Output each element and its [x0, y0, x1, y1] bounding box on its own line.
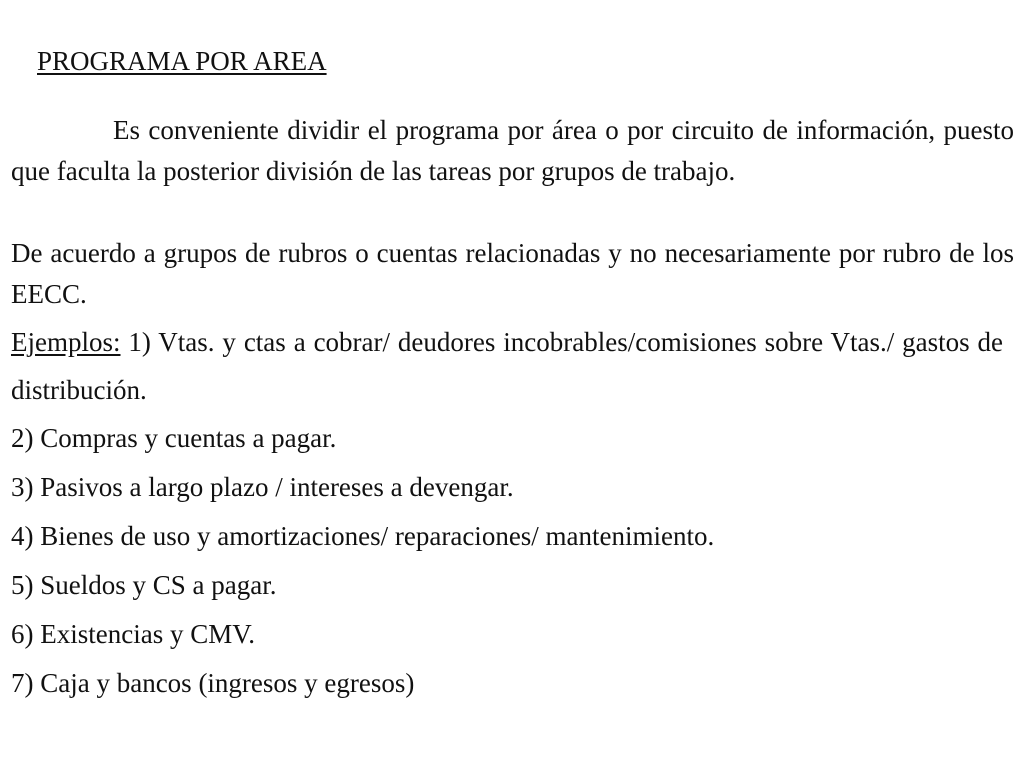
page-title: PROGRAMA POR AREA: [37, 46, 327, 76]
intro-paragraph: [11, 110, 1014, 192]
list-item: 4) Bienes de uso y amortizaciones/ reparaciones/ mantenimiento.: [11, 521, 715, 551]
examples-first-item: [11, 318, 1003, 414]
list-item: 2) Compras y cuentas a pagar.: [11, 423, 337, 453]
list-item: 3) Pasivos a largo plazo / intereses a devengar.: [11, 472, 514, 502]
example-item-1-text: 1) Vtas. y ctas a cobrar/ deudores incobrables/comisiones sobre Vtas./ gastos de distribución.: [11, 327, 1004, 405]
examples-label: Ejemplos:: [11, 327, 121, 357]
list-item: 5) Sueldos y CS a pagar.: [11, 570, 277, 600]
list-item: 6) Existencias y CMV.: [11, 619, 255, 649]
criteria-paragraph: De acuerdo a grupos de rubros o cuentas relacionadas y no necesariamente por rubro de los EECC.: [11, 238, 1014, 309]
examples-list: [11, 414, 714, 708]
list-item: 7) Caja y bancos (ingresos y egresos): [11, 668, 415, 698]
intro-paragraph-text: Es conveniente dividir el programa por área o por circuito de información, puesto que faculta la posterior división de las tareas por grupos de trabajo.: [11, 115, 1014, 186]
